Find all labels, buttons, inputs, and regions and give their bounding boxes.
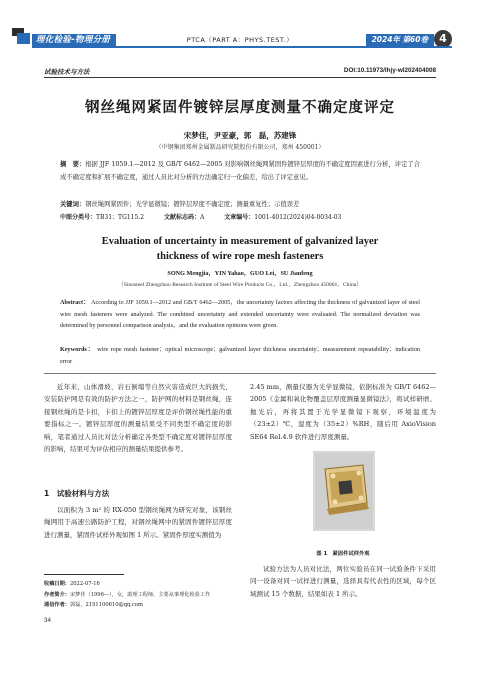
received-label: 收稿日期： xyxy=(44,581,70,587)
affiliation-en: （Sinosteel Zhengzhou Research Institute of Steel Wire Products Co.，Ltd.，Zhengzhou 450001，China） xyxy=(118,282,362,288)
column-rule xyxy=(44,77,436,78)
author-bio-label: 作者简介： xyxy=(44,591,70,598)
received-value: 2022-07-16 xyxy=(69,581,100,587)
footnote-rule xyxy=(44,574,124,575)
corresponding-line xyxy=(44,600,232,611)
section-heading-1: 1 试验材料与方法 xyxy=(44,489,110,498)
journal-header xyxy=(0,0,480,58)
keywords-en-label: Keywords： xyxy=(60,346,95,353)
right-column-lower xyxy=(250,563,436,600)
doc-code-value: A xyxy=(199,214,205,221)
abstract-zh-label: 摘 要： xyxy=(60,161,86,168)
article-number-value: 1001-4012(2024)04-0034-03 xyxy=(254,214,342,221)
right-paragraph: 2.45 mm，测量仪器为光学显微镜，依据标准为 GB/T 6462—2005《金属和氧化物覆盖层厚度测量显微镜法》，将试样研磨、抛光后，再将其置于光学显微镜下观察，环境温度为（23±2）℃，湿度为（35±2）%RH，随后用 AxioVision SE64 Rel.4.9 软件进行厚度测量。 xyxy=(250,383,436,441)
right-paragraph-2: 试验方法为人员对比法，两位实验员在同一试验条件下采用同一设备对同一试样进行测量，选择具有代表性的区域，每个区域测试 15 个数据，结果如表 1 所示。 xyxy=(250,565,436,598)
section1-column xyxy=(44,504,232,541)
page-number: 34 xyxy=(44,617,51,624)
keywords-en xyxy=(60,344,420,367)
fastener-sample-illustration xyxy=(313,451,375,531)
paper-title-en-line2: thickness of wire rope mesh fasteners xyxy=(156,251,324,262)
abstract-en-label: Abstract： xyxy=(60,299,90,306)
author-bio-line xyxy=(44,590,232,601)
corresponding-value: 郭磊，2151100610@qq.com xyxy=(69,602,143,608)
received-line xyxy=(44,579,232,590)
clc-value: TB31；TG115.2 xyxy=(96,214,145,221)
frontmatter-divider xyxy=(44,373,436,374)
doi-label: DOI:10.11973/lhjy-wl202404008 xyxy=(343,67,436,74)
column-label: 试验技术与方法 xyxy=(44,68,90,76)
abstract-en-text: According to JJF 1059.1—2012 and GB/T 6462—2005，the uncertainty factors affecting the thickness of galvanized layer of steel wire mesh fasteners were analyzed. The combined uncertainty and extended uncertainty were evaluated. The normalized deviation was determined by personnel comparison analysis，and the evaluation opinions were given. xyxy=(60,299,420,329)
keywords-zh-text: 钢丝绳网紧固件；光学显微镜；镀锌层厚度不确定度；测量重复性；示值误差 xyxy=(85,201,300,208)
affiliation-zh: （中钢集团郑州金属制品研究院股份有限公司，郑州 450001） xyxy=(155,144,325,151)
classification-line xyxy=(60,212,420,221)
journal-series-label: PTCA（PART A：PHYS.TEST.） xyxy=(186,36,294,44)
author-bio-value: 宋梦佳（1996—），女，助理工程师，主要从事理化检验工作 xyxy=(69,591,211,598)
abstract-en xyxy=(60,297,420,332)
clc-label: 中图分类号： xyxy=(60,214,97,221)
corresponding-label: 通信作者： xyxy=(44,602,70,608)
right-column xyxy=(250,381,436,443)
section1-paragraph: 以面积为 3 m² 的 RX-050 型钢丝绳网为研究对象，该钢丝绳网用于高速公路防护工程，对钢丝绳网中的紧固件镀锌层厚度进行测量，紧固件试样外观如图 1 所示。紧固件厚度实测值为 xyxy=(44,506,232,539)
keywords-en-text: wire rope mesh fastener；optical microscope；galvanized layer thickness uncertainty；measurement repeatability；indication error xyxy=(60,346,421,365)
paper-title-zh: 钢丝绳网紧固件镀锌层厚度测量不确定度评定 xyxy=(85,100,395,116)
abstract-zh-text: 根据 JJF 1059.1—2012 及 GB/T 6462—2005 对影响钢丝绳网紧固件镀锌层厚度的不确定度因素进行分析，评定了合成不确定度和扩展不确定度，通过人员比对分析的方法确定归一化偏差，给出了评定意见。 xyxy=(60,161,421,181)
article-number-label: 文章编号： xyxy=(224,214,255,221)
issue-number-badge: 4 xyxy=(434,30,452,48)
keywords-zh xyxy=(60,199,420,208)
paper-title-en-line1: Evaluation of uncertainty in measurement of galvanized layer xyxy=(101,236,379,247)
authors-en: SONG Mengjia，YIN Yahao，GUO Lei，SU Jianfeng xyxy=(167,270,313,277)
authors-zh: 宋梦佳，尹亚豪，郭 磊，苏建锋 xyxy=(183,131,297,140)
paper-title-en xyxy=(0,234,480,264)
year-volume-badge: 2024年 第60卷 xyxy=(366,34,434,46)
doc-code-label: 文献标志码： xyxy=(163,214,200,221)
journal-name: 理化检验-物理分册 xyxy=(32,34,116,47)
keywords-zh-label: 关键词： xyxy=(60,201,86,208)
figure-1-caption: 图 1 紧固件试样外观 xyxy=(316,551,370,557)
intro-column xyxy=(44,381,232,455)
header-rule xyxy=(32,46,452,48)
intro-paragraph: 近年来，山体滑坡、岩石倒塌等自然灾害造成巨大的损失，安装防护网是有效的防护方法之一，防护网的材料是钢丝绳，连接钢丝绳的是卡扣，卡扣上的镀锌层厚度是评价钢丝绳性能的重要指标之一。镀锌层厚度的测量结果受不同类型不确定度的影响，笔者通过人员比对法分析确定各类型不确定度对镀锌层厚度的影响，结果可为评估相应的测量结果提供参考。 xyxy=(44,383,232,454)
footnote-block xyxy=(44,579,232,611)
abstract-zh xyxy=(60,159,420,184)
fastener-sample-photo xyxy=(313,451,375,531)
